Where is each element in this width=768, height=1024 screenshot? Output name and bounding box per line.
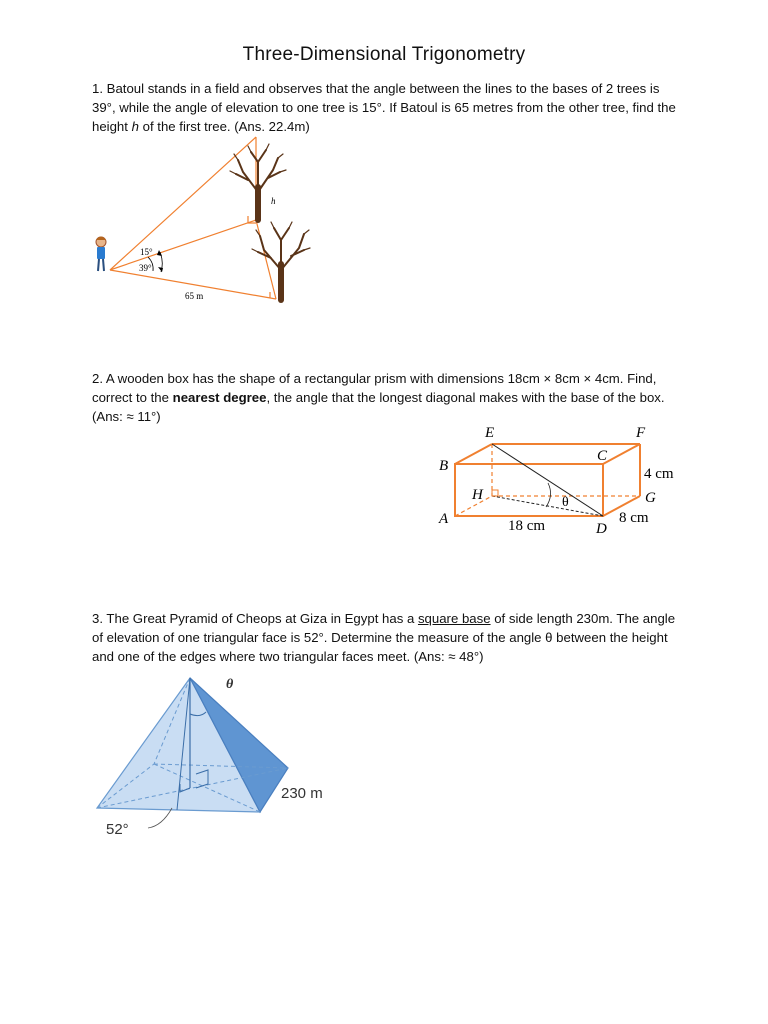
q3-theta-label: θ [226,677,234,692]
question-3-text [92,609,682,666]
q3-side-label: 230 m [281,785,323,802]
vertex-d-label: D [596,521,607,537]
q1-distance-label: 65 m [185,291,204,301]
q2-width-label: 8 cm [619,510,649,526]
q1-variable-h: h [131,119,139,134]
vertex-h-label: H [472,487,483,503]
tree-1-icon [230,144,286,220]
q1-text-part1: 1. Batoul stands in a field and observes that the angle between the lines to the bases of 2 trees is 39°, while the angle of elevation to one tree is 15°. If Batoul is 65 metres from the other tree, find the height [92,81,676,134]
q1-height-label: h [271,196,276,206]
question-1-text [92,79,682,136]
vertex-c-label: C [597,448,608,464]
q2-text-part2: , the angle that the longest diagonal makes with the base of the box. (Ans: ≈ 11°) [92,390,665,424]
q3-text-part2: of side length 230m. The angle of elevation of one triangular face is 52°. Determine the measure of the angle θ between the height and one of the edges where two triangular faces meet. (Ans: ≈ 48°) [92,611,676,664]
q2-height-label: 4 cm [644,466,674,482]
question-2-text [92,369,682,426]
q3-pyramid-figure [92,672,352,842]
q1-text-part2: of the first tree. (Ans. 22.4m) [138,119,310,134]
tree-2-icon [252,222,310,300]
q2-text-part1: 2. A wooden box has the shape of a rectangular prism with dimensions 18cm × 8cm × 4cm. Find, correct to the [92,371,657,405]
q2-bold-text: nearest degree [172,390,267,405]
q3-text-part1: 3. The Great Pyramid of Cheops at Giza in Egypt has a [92,611,418,626]
q2-box-figure [430,420,690,540]
q3-underlined-text: square base [417,611,491,626]
q3-angle-label: 52° [106,821,129,838]
vertex-g-label: G [645,490,656,506]
q1-triangle-lines [110,137,276,299]
q2-theta-label: θ [562,495,569,510]
vertex-a-label: A [439,511,449,527]
page-title: Three-Dimensional Trigonometry [242,44,526,65]
q1-figure [88,132,348,312]
vertex-e-label: E [485,425,495,441]
q1-angle-39-label: 39° [139,263,152,273]
vertex-b-label: B [439,458,449,474]
q2-length-label: 18 cm [508,518,546,534]
girl-figure [96,237,106,272]
vertex-f-label: F [636,425,646,441]
base-diagonal [492,496,603,516]
q1-angle-15-label: 15° [140,247,153,257]
